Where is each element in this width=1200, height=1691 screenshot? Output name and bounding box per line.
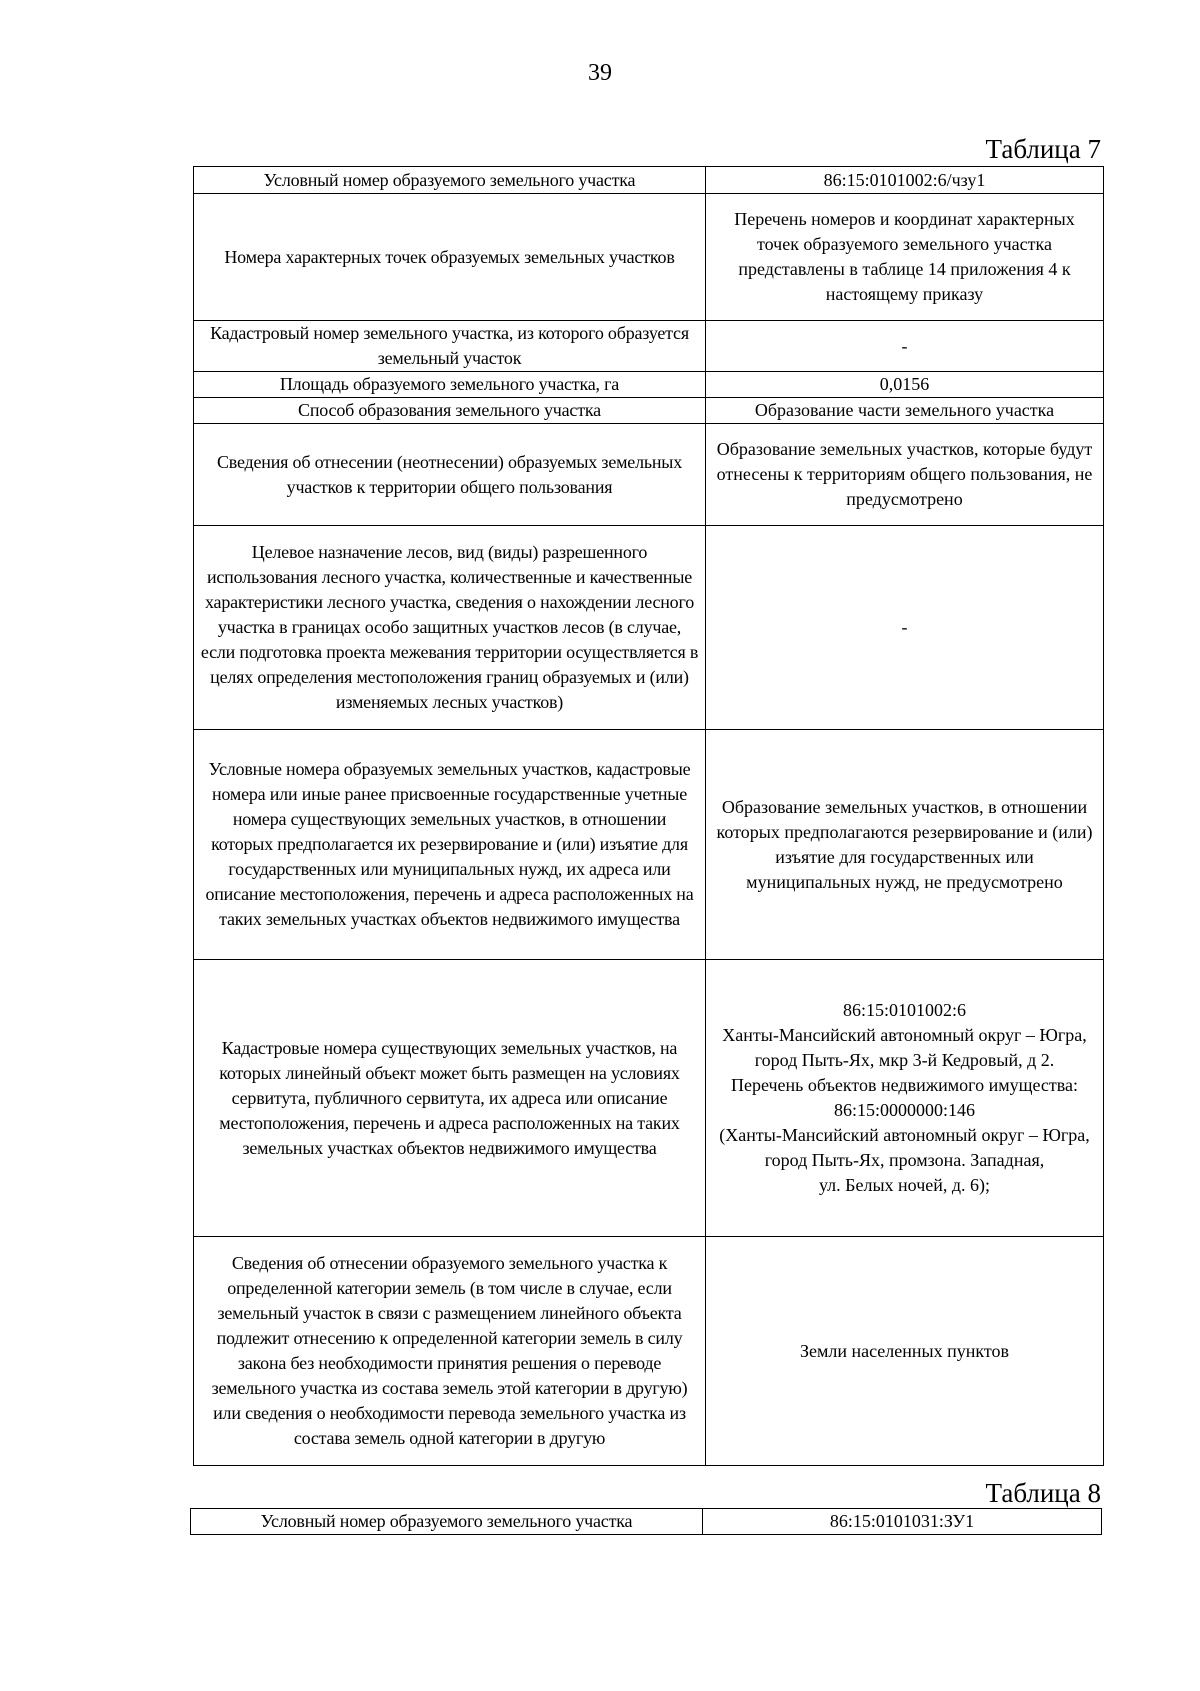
- table-row: [194, 730, 1104, 960]
- row-value: Образование части земельного участка: [706, 398, 1104, 424]
- row-label: Сведения об отнесении образуемого земельного участка к определенной категории земель (в том числе в случае, если земельный участок в связи с размещением линейного объекта подлежит отнесению к определенной категории земель в силу закона без необходимости принятия решения о переводе земельного участка из состава земель этой категории в другую) или сведения о необходимости перевода земельного участка из состава земель одной категории в другую: [194, 1237, 706, 1466]
- row-value: [706, 960, 1104, 1237]
- object-address-line: (Ханты-Мансийский автономный округ – Югра, город Пыть-Ях, промзона. Западная,: [719, 1125, 1090, 1170]
- row-value: Перечень номеров и координат характерных точек образуемого земельного участка представлены в таблице 14 приложения 4 к настоящему приказу: [706, 194, 1104, 321]
- row-value: Земли населенных пунктов: [706, 1237, 1104, 1466]
- row-value: 0,0156: [706, 372, 1104, 398]
- table-row: [194, 321, 1104, 372]
- table-row: [194, 526, 1104, 730]
- row-label: Площадь образуемого земельного участка, га: [194, 372, 706, 398]
- table-row: [194, 424, 1104, 526]
- row-label: Условный номер образуемого земельного участка: [191, 1509, 703, 1535]
- page-number: 39: [588, 60, 612, 86]
- row-label: Условный номер образуемого земельного участка: [194, 167, 706, 194]
- objects-heading-line: Перечень объектов недвижимого имущества:: [730, 1075, 1079, 1095]
- table-row: [194, 960, 1104, 1237]
- table-8-caption: Таблица 8: [985, 1478, 1101, 1508]
- row-value: 86:15:0101031:ЗУ1: [703, 1509, 1102, 1535]
- table-row: [194, 1237, 1104, 1466]
- row-label: Способ образования земельного участка: [194, 398, 706, 424]
- table-row: [194, 398, 1104, 424]
- cadastral-number-line: 86:15:0101002:6: [842, 1000, 966, 1020]
- table-7-caption: Таблица 7: [985, 134, 1101, 164]
- row-label: Номера характерных точек образуемых земельных участков: [194, 194, 706, 321]
- table-row: [194, 167, 1104, 194]
- table-7: [193, 166, 1104, 1466]
- row-label: Целевое назначение лесов, вид (виды) разрешенного использования лесного участка, количественные и качественные характеристики лесного участка, сведения о нахождении лесного участка в границах особо защитных участков лесов (в случае, если подготовка проекта межевания территории осуществляется в целях определения местоположения границ образуемых и (или) изменяемых лесных участков): [194, 526, 706, 730]
- object-street-line: ул. Белых ночей, д. 6);: [818, 1175, 991, 1195]
- row-value: Образование земельных участков, в отношении которых предполагаются резервирование и (или) изъятие для государственных или муниципальных нужд, не предусмотрено: [706, 730, 1104, 960]
- table-row: [191, 1509, 1102, 1535]
- row-label: Условные номера образуемых земельных участков, кадастровые номера или иные ранее присвоенные государственные учетные номера существующих земельных участков, в отношении которых предполагается их резервирование и (или) изъятие для государственных или муниципальных нужд, их адреса или описание местоположения, перечень и адреса расположенных на таких земельных участках объектов недвижимого имущества: [194, 730, 706, 960]
- table-row: [194, 372, 1104, 398]
- object-cadastral-line: 86:15:0000000:146: [833, 1100, 975, 1120]
- table-8: [190, 1508, 1102, 1535]
- table-row: [194, 194, 1104, 321]
- row-label: Кадастровые номера существующих земельных участков, на которых линейный объект может быть размещен на условиях сервитута, публичного сервитута, их адреса или описание местоположения, перечень и адреса расположенных на таких земельных участках объектов недвижимого имущества: [194, 960, 706, 1237]
- address-line: Ханты-Мансийский автономный округ – Югра, город Пыть-Ях, мкр 3-й Кедровый, д 2.: [722, 1025, 1087, 1070]
- row-value: -: [706, 321, 1104, 372]
- row-value: Образование земельных участков, которые будут отнесены к территориям общего пользования, не предусмотрено: [706, 424, 1104, 526]
- row-value: 86:15:0101002:6/чзу1: [706, 167, 1104, 194]
- row-value: -: [706, 526, 1104, 730]
- row-label: Сведения об отнесении (неотнесении) образуемых земельных участков к территории общего пользования: [194, 424, 706, 526]
- row-label: Кадастровый номер земельного участка, из которого образуется земельный участок: [194, 321, 706, 372]
